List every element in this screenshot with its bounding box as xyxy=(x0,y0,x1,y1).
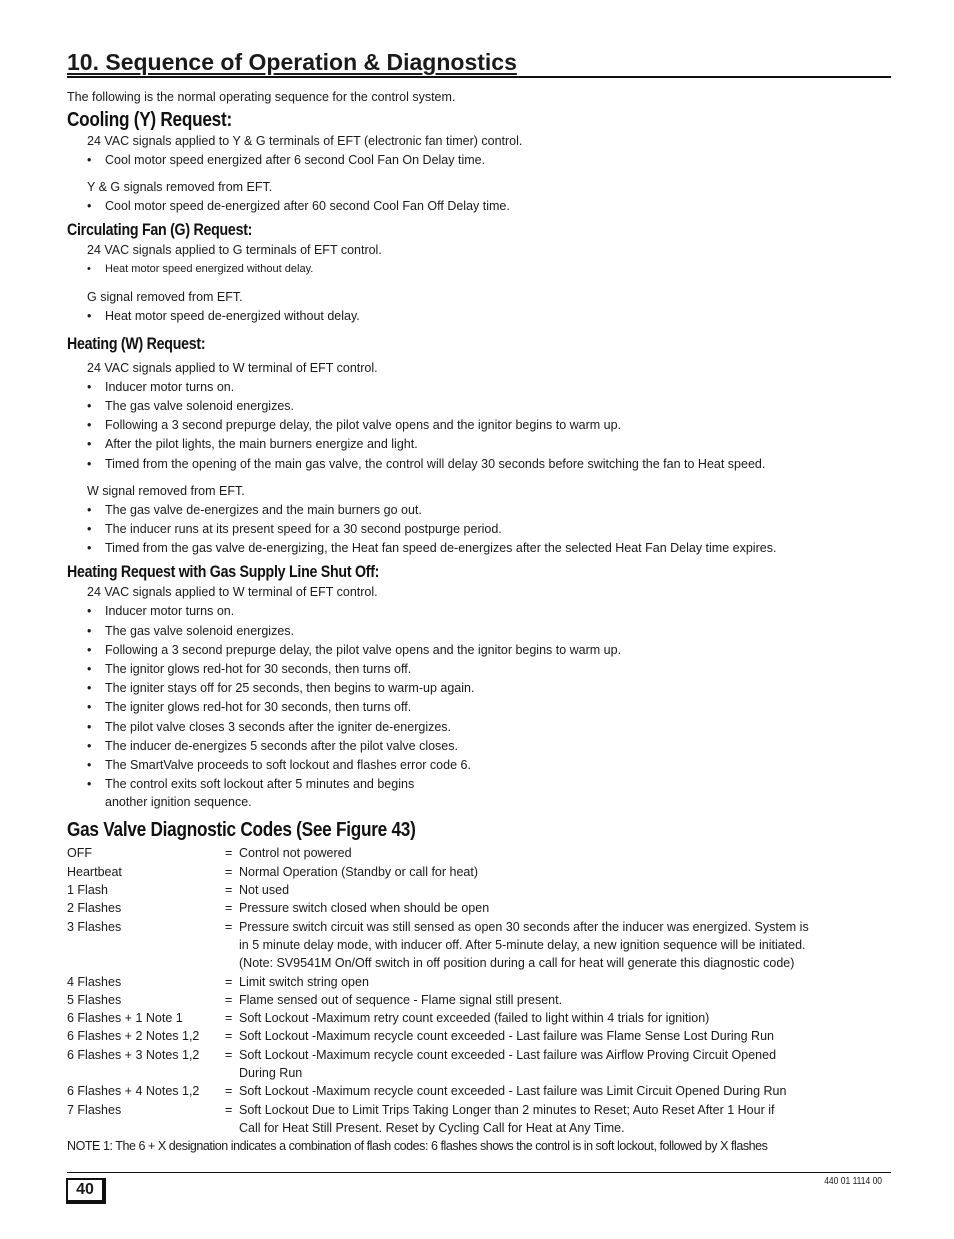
code-cell: 4 Flashes xyxy=(67,974,122,989)
description-line: Flame sensed out of sequence - Flame signal still present. xyxy=(239,992,563,1007)
list-item: • Inducer motor turns on. xyxy=(87,602,891,621)
table-row xyxy=(67,918,891,973)
cooling-list-2 xyxy=(87,197,891,216)
list-item: • Inducer motor turns on. xyxy=(87,378,891,397)
equals-cell: = xyxy=(225,1084,233,1099)
list-item: • The gas valve solenoid energizes. xyxy=(87,397,891,416)
footnote: NOTE 1: The 6 + X designation indicates a combination of flash codes: 6 flashes shows the control is in soft lockout, followed by X flashes xyxy=(67,1139,768,1154)
list-item: • Following a 3 second prepurge delay, the pilot valve opens and the ignitor begins to warm up. xyxy=(87,416,891,435)
equals-cell: = xyxy=(225,974,233,989)
cooling-list-1 xyxy=(87,151,891,170)
description-line: Soft Lockout -Maximum recycle count exceeded - Last failure was Airflow Proving Circuit Opened xyxy=(239,1047,777,1062)
shutoff-heading: Heating Request with Gas Supply Line Shut Off: xyxy=(67,563,380,582)
code-cell: 7 Flashes xyxy=(67,1102,122,1117)
code-cell: 6 Flashes + 2 Notes 1,2 xyxy=(67,1029,200,1044)
list-item: • Heat motor speed energized without delay. xyxy=(87,260,891,279)
description-cell xyxy=(239,844,891,862)
table-row xyxy=(67,899,891,917)
table-row xyxy=(67,991,891,1009)
list-item: • Timed from the opening of the main gas valve, the control will delay 30 seconds before switching the fan to Heat speed. xyxy=(87,455,891,474)
description-cell xyxy=(239,1046,891,1083)
code-cell: 1 Flash xyxy=(67,883,108,898)
description-cell xyxy=(239,973,891,991)
fan-list-1 xyxy=(87,260,891,279)
table-row xyxy=(67,1027,891,1045)
fan-line-2: G signal removed from EFT. xyxy=(87,289,243,304)
table-row xyxy=(67,1101,891,1138)
table-row xyxy=(67,844,891,862)
description-cell xyxy=(239,918,891,973)
equals-cell: = xyxy=(225,846,233,861)
shutoff-line-1: 24 VAC signals applied to W terminal of EFT control. xyxy=(87,585,378,600)
description-cell xyxy=(239,991,891,1009)
list-item: • The igniter stays off for 25 seconds, then begins to warm-up again. xyxy=(87,679,891,698)
fan-section xyxy=(67,241,891,325)
footer-divider xyxy=(67,1172,891,1173)
shutoff-continuation: another ignition sequence. xyxy=(105,795,252,810)
list-item: • The igniter glows red-hot for 30 seconds, then turns off. xyxy=(87,698,891,717)
description-line: Call for Heat Still Present. Reset by Cycling Call for Heat at Any Time. xyxy=(239,1120,625,1135)
fan-line-1: 24 VAC signals applied to G terminals of EFT control. xyxy=(87,243,382,258)
description-line: in 5 minute delay mode, with inducer off. After 5-minute delay, a new ignition sequence will be initiated. xyxy=(239,937,806,952)
list-item: • The pilot valve closes 3 seconds after the igniter de-energizes. xyxy=(87,718,891,737)
list-item: • Cool motor speed energized after 6 second Cool Fan On Delay time. xyxy=(87,151,891,170)
page-number: 40 xyxy=(66,1178,106,1204)
list-item: • The ignitor glows red-hot for 30 seconds, then turns off. xyxy=(87,660,891,679)
code-cell: OFF xyxy=(67,846,92,861)
code-cell: 2 Flashes xyxy=(67,901,122,916)
codes-heading: Gas Valve Diagnostic Codes (See Figure 43) xyxy=(67,819,416,842)
fan-heading: Circulating Fan (G) Request: xyxy=(67,221,253,240)
description-cell xyxy=(239,1027,891,1045)
equals-cell: = xyxy=(225,1102,233,1117)
list-item: • The SmartValve proceeds to soft lockout and flashes error code 6. xyxy=(87,756,891,775)
code-cell: 6 Flashes + 3 Notes 1,2 xyxy=(67,1047,200,1062)
equals-cell: = xyxy=(225,864,233,879)
description-line: Limit switch string open xyxy=(239,974,369,989)
description-line: Pressure switch circuit was still sensed as open 30 seconds after the inducer was energized. System is xyxy=(239,919,809,934)
code-cell: 6 Flashes + 4 Notes 1,2 xyxy=(67,1084,200,1099)
shutoff-section xyxy=(67,583,891,811)
page-title: 10. Sequence of Operation & Diagnostics xyxy=(67,48,891,78)
description-line: Not used xyxy=(239,883,290,898)
list-item: • Cool motor speed de-energized after 60 second Cool Fan Off Delay time. xyxy=(87,197,891,216)
code-cell: Heartbeat xyxy=(67,864,122,879)
code-cell: 6 Flashes + 1 Note 1 xyxy=(67,1011,183,1026)
list-item: • Following a 3 second prepurge delay, the pilot valve opens and the ignitor begins to warm up. xyxy=(87,641,891,660)
table-row xyxy=(67,881,891,899)
equals-cell: = xyxy=(225,919,233,934)
description-cell xyxy=(239,881,891,899)
list-item: • Timed from the gas valve de-energizing, the Heat fan speed de-energizes after the selected Heat Fan Delay time expires. xyxy=(87,539,891,558)
description-line: Soft Lockout -Maximum retry count exceeded (failed to light within 4 trials for ignition) xyxy=(239,1011,710,1026)
list-item: • Heat motor speed de-energized without delay. xyxy=(87,307,891,326)
description-line: Soft Lockout Due to Limit Trips Taking Longer than 2 minutes to Reset; Auto Reset After 1 Hour if xyxy=(239,1102,775,1117)
table-row xyxy=(67,863,891,881)
cooling-heading: Cooling (Y) Request: xyxy=(67,109,232,131)
description-line: Pressure switch closed when should be open xyxy=(239,901,490,916)
description-line: Soft Lockout -Maximum recycle count exceeded - Last failure was Limit Circuit Opened During Run xyxy=(239,1084,787,1099)
equals-cell: = xyxy=(225,901,233,916)
heating-list-2 xyxy=(87,501,891,559)
intro-text: The following is the normal operating sequence for the control system. xyxy=(67,90,456,104)
heating-heading: Heating (W) Request: xyxy=(67,334,206,353)
description-line: (Note: SV9541M On/Off switch in off position during a call for heat will generate this diagnostic code) xyxy=(239,956,795,971)
description-line: Soft Lockout -Maximum recycle count exceeded - Last failure was Flame Sense Lost During Run xyxy=(239,1029,774,1044)
equals-cell: = xyxy=(225,1029,233,1044)
list-item: • The inducer runs at its present speed for a 30 second postpurge period. xyxy=(87,520,891,539)
table-row xyxy=(67,973,891,991)
document-page xyxy=(67,48,891,1155)
list-item: • The inducer de-energizes 5 seconds after the pilot valve closes. xyxy=(87,737,891,756)
fan-list-2 xyxy=(87,307,891,326)
cooling-line-2: Y & G signals removed from EFT. xyxy=(87,180,273,195)
code-cell: 3 Flashes xyxy=(67,919,122,934)
description-cell xyxy=(239,1082,891,1100)
description-cell xyxy=(239,1101,891,1138)
table-row xyxy=(67,1046,891,1083)
description-line: Control not powered xyxy=(239,846,352,861)
equals-cell: = xyxy=(225,1011,233,1026)
cooling-line-1: 24 VAC signals applied to Y & G terminals of EFT (electronic fan timer) control. xyxy=(87,134,523,148)
list-item: • The gas valve de-energizes and the main burners go out. xyxy=(87,501,891,520)
equals-cell: = xyxy=(225,883,233,898)
table-row xyxy=(67,1009,891,1027)
heating-line-2: W signal removed from EFT. xyxy=(87,483,245,498)
equals-cell: = xyxy=(225,992,233,1007)
diagnostic-codes-table xyxy=(67,844,891,1155)
description-cell xyxy=(239,1009,891,1027)
equals-cell: = xyxy=(225,1047,233,1062)
heating-line-1: 24 VAC signals applied to W terminal of EFT control. xyxy=(87,360,378,375)
description-cell xyxy=(239,863,891,881)
table-row xyxy=(67,1082,891,1100)
description-cell xyxy=(239,899,891,917)
heating-section xyxy=(67,359,891,559)
code-cell: 5 Flashes xyxy=(67,992,122,1007)
document-number: 440 01 1114 00 xyxy=(824,1176,882,1187)
list-item: • The control exits soft lockout after 5 minutes and begins xyxy=(87,775,891,794)
description-line: During Run xyxy=(239,1066,303,1081)
shutoff-list xyxy=(87,602,891,794)
list-item: • The gas valve solenoid energizes. xyxy=(87,622,891,641)
description-line: Normal Operation (Standby or call for heat) xyxy=(239,864,478,879)
cooling-section xyxy=(67,132,891,216)
heating-list-1 xyxy=(87,378,891,474)
list-item: • After the pilot lights, the main burners energize and light. xyxy=(87,435,891,454)
